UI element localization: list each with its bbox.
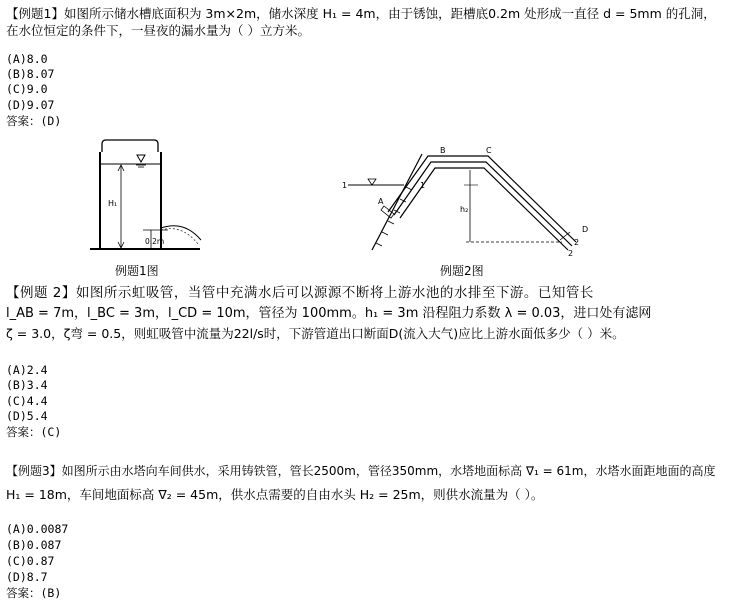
label-section-1-right: 1 — [420, 181, 426, 190]
q2-option-d: (D)5.4 — [6, 409, 48, 423]
q2-line-1: 【例题 2】如图所示虹吸管，当管中充满水后可以源源不断将上游水池的水排至下游。已知管长 — [6, 285, 594, 301]
q2-option-b: (B)3.4 — [6, 378, 48, 392]
label-section-1-left: 1 — [342, 181, 348, 190]
q3-option-d: (D)8.7 — [6, 570, 48, 584]
q1-answer: 答案：(D) — [6, 114, 62, 128]
q2-option-c: (C)4.4 — [6, 394, 48, 408]
q3-line-1: 【例题3】如图所示由水塔向车间供水，采用铸铁管，管长2500m，管径350mm，水塔地面标高 ∇₁ = 61m，水塔水面距地面的高度 — [6, 464, 716, 478]
q3-option-a: (A)0.0087 — [6, 522, 69, 536]
figure-2-caption: 例题2图 — [440, 264, 484, 278]
q1-option-d: (D)9.07 — [6, 98, 55, 112]
q1-line-2: 在水位恒定的条件下，一昼夜的漏水量为（ ）立方米。 — [6, 23, 310, 38]
figure-2-siphon-diagram — [336, 140, 596, 260]
q1-option-c: (C)9.0 — [6, 82, 48, 96]
label-c: C — [486, 146, 492, 155]
q1-option-b: (B)8.07 — [6, 67, 55, 81]
q2-answer: 答案：(C) — [6, 425, 62, 439]
q3-line-2: H₁ = 18m，车间地面标高 ∇₂ = 45m，供水点需要的自由水头 H₂ = 25m，则供水流量为（ ）。 — [6, 487, 544, 502]
q3-answer: 答案：(B) — [6, 586, 62, 600]
label-h2: h₂ — [460, 205, 469, 214]
label-section-2-upper: 2 — [574, 238, 580, 247]
q2-line-2: l_AB = 7m，l_BC = 3m，l_CD = 10m，管径为 100mm。h₁ = 3m 沿程阻力系数 λ = 0.03，进口处有滤网 — [6, 306, 652, 321]
q3-option-b: (B)0.087 — [6, 538, 62, 552]
q1-option-a: (A)8.0 — [6, 52, 48, 66]
figure-1-caption: 例题1图 — [115, 264, 159, 278]
label-b: B — [440, 146, 446, 155]
q2-option-a: (A)2.4 — [6, 363, 48, 377]
figure-1-tank-diagram — [88, 138, 213, 256]
label-h1: H₁ — [108, 199, 118, 208]
q1-line-1: 【例题1】如图所示储水槽底面积为 3m×2m，储水深度 H₁ = 4m，由于锈蚀，距槽底0.2m 处形成一直径 d = 5mm 的孔洞， — [6, 6, 716, 21]
q3-option-c: (C)0.87 — [6, 554, 55, 568]
label-section-2-lower: 2 — [568, 249, 574, 258]
q2-line-3: ζ = 3.0，ζ弯 = 0.5，则虹吸管中流量为22l/s时，下游管道出口断面D(流入大气)应比上游水面低多少（ ）米。 — [6, 326, 625, 341]
label-a: A — [378, 197, 384, 206]
label-d: D — [582, 225, 589, 234]
label-0-2m: 0.2m — [145, 237, 165, 246]
